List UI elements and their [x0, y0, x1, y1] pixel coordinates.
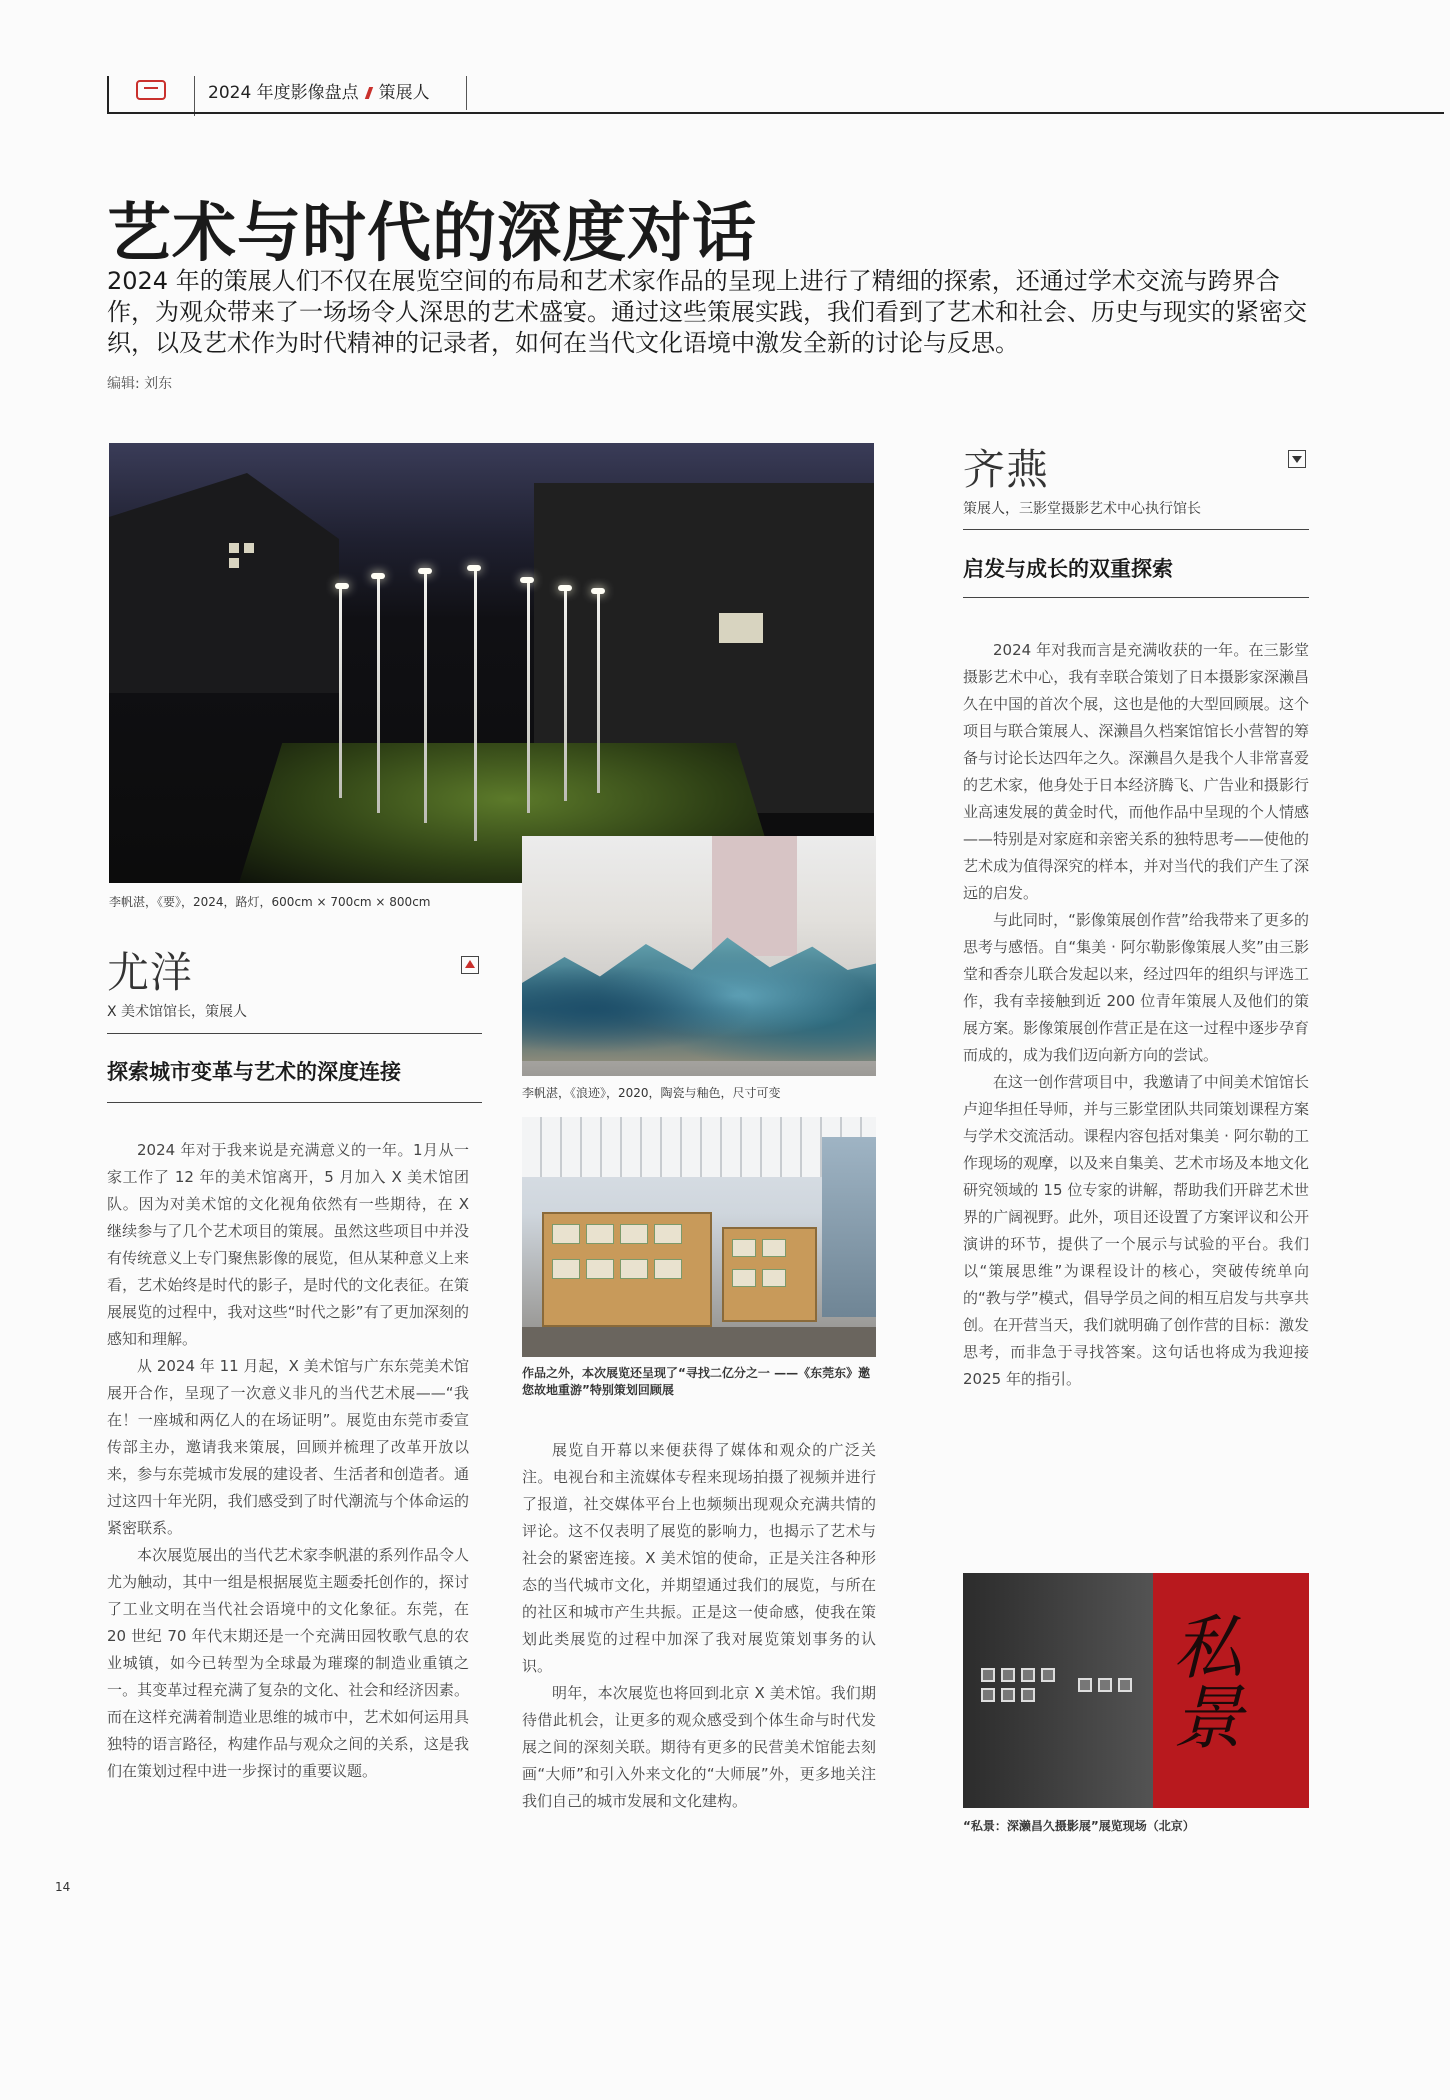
photo-window — [719, 613, 763, 643]
lamp-pole — [597, 593, 600, 793]
header-rule-left — [107, 76, 109, 114]
section-rule — [963, 529, 1309, 530]
lamp-light — [520, 577, 534, 583]
section-rule — [963, 597, 1309, 598]
person-name: 尤洋 — [107, 948, 194, 997]
photo-fukase-exhibition — [963, 1573, 1309, 1808]
lamp-light — [335, 583, 349, 589]
photo-ceramic-waves — [522, 836, 876, 1076]
lamp-light — [591, 588, 605, 594]
lamp-pole — [564, 591, 567, 801]
photo-exhibition-boards — [522, 1117, 876, 1357]
page-number: 14 — [55, 1880, 71, 1894]
lamp-light — [418, 568, 432, 574]
lamp-light — [558, 585, 572, 591]
lamp-pole — [424, 573, 427, 823]
display-board — [722, 1227, 817, 1322]
book-logo-icon — [136, 80, 166, 100]
lamp-pole — [339, 588, 342, 798]
lamp-pole — [377, 578, 380, 813]
body-text-middle — [522, 1437, 876, 1815]
paragraph: 与此同时，“影像策展创作营”给我带来了更多的思考与感悟。自“集美 · 阿尔勒影像策展人奖”由三影堂和香奈儿联合发起以来，经过四年的组织与评选工作，我有幸接触到近 200 位青年策展人及他们的策展方案。影像策展创作营正是在这一过程中逐步孕育而成的，成为我们迈向新方向的尝试。 — [963, 911, 1309, 1064]
calligraphy-title: 私景 — [1173, 1607, 1243, 1759]
section-heading: 启发与成长的双重探索 — [963, 557, 1173, 581]
lamp-pole — [474, 571, 477, 841]
photo-window — [229, 558, 239, 568]
paragraph: 在这一创作营项目中，我邀请了中间美术馆馆长卢迎华担任导师，并与三影堂团队共同策划课程方案与学术交流活动。课程内容包括对集美 · 阿尔勒的工作现场的观摩，以及来自集美、艺术市场及本地文化研究领域的 15 位专家的讲解，帮助我们开辟艺术世界的广阔视野。此外，项目还设置了方案评议和公开演讲的环节，提供了一个展示与试验的平台。我们以“策展思维”为课程设计的核心，突破传统单向的“教与学”模式，倡导学员之间的相互启发与共享共创。在开营当天，我们就明确了创作营的目标：激发思考，而非急于寻找答案。这句话也将成为我迎接 2025 年的指引。 — [963, 1073, 1309, 1388]
running-header — [208, 78, 430, 103]
photo-frame — [1098, 1678, 1112, 1692]
section-rule — [107, 1033, 482, 1034]
photo-frame — [1078, 1678, 1092, 1692]
photo-window — [822, 1137, 876, 1317]
photo-window — [244, 543, 254, 553]
paragraph: 本次展览展出的当代艺术家李帆湛的系列作品令人尤为触动，其中一组是根据展览主题委托创作的，探讨了工业文明在当代社会语境中的文化象征。东莞，在 20 世纪 70 年代末期还是一个充满田园牧歌气息的农业城镇，如今已转型为全球最为璀璨的制造业重镇之一。其变革过程充满了复杂的文化、社会和经济因素。而在这样充满着制造业思维的城市中，艺术如何运用具独特的语言路径，构建作品与观众之间的关系，这是我们在策划过程中进一步探讨的重要议题。 — [107, 1546, 469, 1780]
photo-floor — [522, 1327, 876, 1357]
lamp-light — [371, 573, 385, 579]
photo-frame — [1021, 1668, 1035, 1682]
photo-frame — [1041, 1668, 1055, 1682]
lamp-pole — [527, 583, 530, 813]
paragraph: 展览自开幕以来便获得了媒体和观众的广泛关注。电视台和主流媒体专程来现场拍摄了视频并进行了报道，社交媒体平台上也频频出现观众充满共情的评论。这不仅表明了展览的影响力，也揭示了艺术与社会的紧密连接。X 美术馆的使命，正是关注各种形态的当代城市文化，并期望通过我们的展览，与所在的社区和城市产生共振。正是这一使命感，使我在策划此类展览的过程中加深了我对展览策划事务的认识。 — [522, 1441, 876, 1675]
triangle-down-icon — [1288, 450, 1306, 468]
lamp-light — [467, 565, 481, 571]
photo-frame — [1001, 1668, 1015, 1682]
section-heading: 探索城市变革与艺术的深度连接 — [107, 1060, 401, 1084]
article-lede: 2024 年的策展人们不仅在展览空间的布局和艺术家作品的呈现上进行了精细的探索，还通过学术交流与跨界合作，为观众带来了一场场令人深思的艺术盛宴。通过这些策展实践，我们看到了艺术和社会、历史与现实的紧密交织，以及艺术作为时代精神的记录者，如何在当代文化语境中激发全新的讨论与反思。 — [107, 267, 1307, 357]
photo-frame — [981, 1668, 995, 1682]
photo-frame — [1118, 1678, 1132, 1692]
photo-window — [229, 543, 239, 553]
editor-credit: 编辑: 刘东 — [107, 376, 173, 392]
photo-doorway — [712, 836, 797, 956]
paragraph: 从 2024 年 11 月起，X 美术馆与广东东莞美术馆展开合作，呈现了一次意义非凡的当代艺术展——“我在！一座城和两亿人的在场证明”。展览由东莞市委宣传部主办，邀请我来策展，回顾并梳理了改革开放以来，参与东莞城市发展的建设者、生活者和创造者。通过这四十年光阴，我们感受到了时代潮流与个体命运的紧密联系。 — [107, 1357, 469, 1537]
triangle-up-icon — [461, 956, 479, 974]
photo-frame — [981, 1688, 995, 1702]
header-separator-icon — [364, 87, 372, 99]
header-rule — [107, 112, 1444, 114]
header-divider-right — [466, 76, 467, 110]
section-rule — [107, 1102, 482, 1103]
photo-caption: 李帆湛，《浪迹》，2020，陶瓷与釉色，尺寸可变 — [522, 1086, 781, 1100]
person-title: 策展人，三影堂摄影艺术中心执行馆长 — [963, 501, 1201, 517]
photo-building-left — [109, 473, 339, 693]
photo-caption: 李帆湛，《要》，2024，路灯，600cm × 700cm × 800cm — [109, 895, 431, 909]
photo-caption: “私景：深濑昌久摄影展”展览现场（北京） — [963, 1819, 1195, 1833]
photo-frame — [1001, 1688, 1015, 1702]
header-section: 2024 年度影像盘点 — [208, 83, 359, 103]
body-text-person1 — [107, 1137, 469, 1785]
photo-ceramic-sculpture — [522, 931, 876, 1061]
paragraph: 明年，本次展览也将回到北京 X 美术馆。我们期待借此机会，让更多的观众感受到个体生命与时代发展之间的深刻关联。期待有更多的民营美术馆能去刻画“大师”和引入外来文化的“大师展”外，更多地关注我们自己的城市发展和文化建构。 — [522, 1684, 876, 1810]
person-name: 齐燕 — [963, 445, 1050, 494]
photo-streetlamp-installation — [109, 443, 874, 883]
article-title: 艺术与时代的深度对话 — [107, 197, 757, 271]
photo-caption: 作品之外，本次展览还呈现了“寻找二亿分之一 ——《东莞东》邀您故地重游”特别策划回顾展 — [522, 1366, 871, 1397]
photo-frame — [1021, 1688, 1035, 1702]
header-divider — [194, 76, 195, 116]
header-subsection: 策展人 — [378, 83, 430, 103]
display-board — [542, 1212, 712, 1327]
person-title: X 美术馆馆长，策展人 — [107, 1004, 248, 1020]
paragraph: 2024 年对于我来说是充满意义的一年。1月从一家工作了 12 年的美术馆离开，5 月加入 X 美术馆团队。因为对美术馆的文化视角依然有一些期待，在 X 继续参与了几个艺术项目的策展。虽然这些项目中并没有传统意义上专门聚焦影像的展览，但从某种意义上来看，艺术始终是时代的影子，是时代的文化表征。在策展展览的过程中，我对这些“时代之影”有了更加深刻的感知和理解。 — [107, 1141, 469, 1348]
body-text-person2 — [963, 637, 1309, 1393]
paragraph: 2024 年对我而言是充满收获的一年。在三影堂摄影艺术中心，我有幸联合策划了日本摄影家深濑昌久在中国的首次个展，这也是他的大型回顾展。这个项目与联合策展人、深濑昌久档案馆馆长小营智的筹备与讨论长达四年之久。深濑昌久是我个人非常喜爱的艺术家，他身处于日本经济腾飞、广告业和摄影行业高速发展的黄金时代，而他作品中呈现的个人情感——特别是对家庭和亲密关系的独特思考——使他的艺术成为值得深究的样本，并对当代的我们产生了深远的启发。 — [963, 641, 1309, 902]
